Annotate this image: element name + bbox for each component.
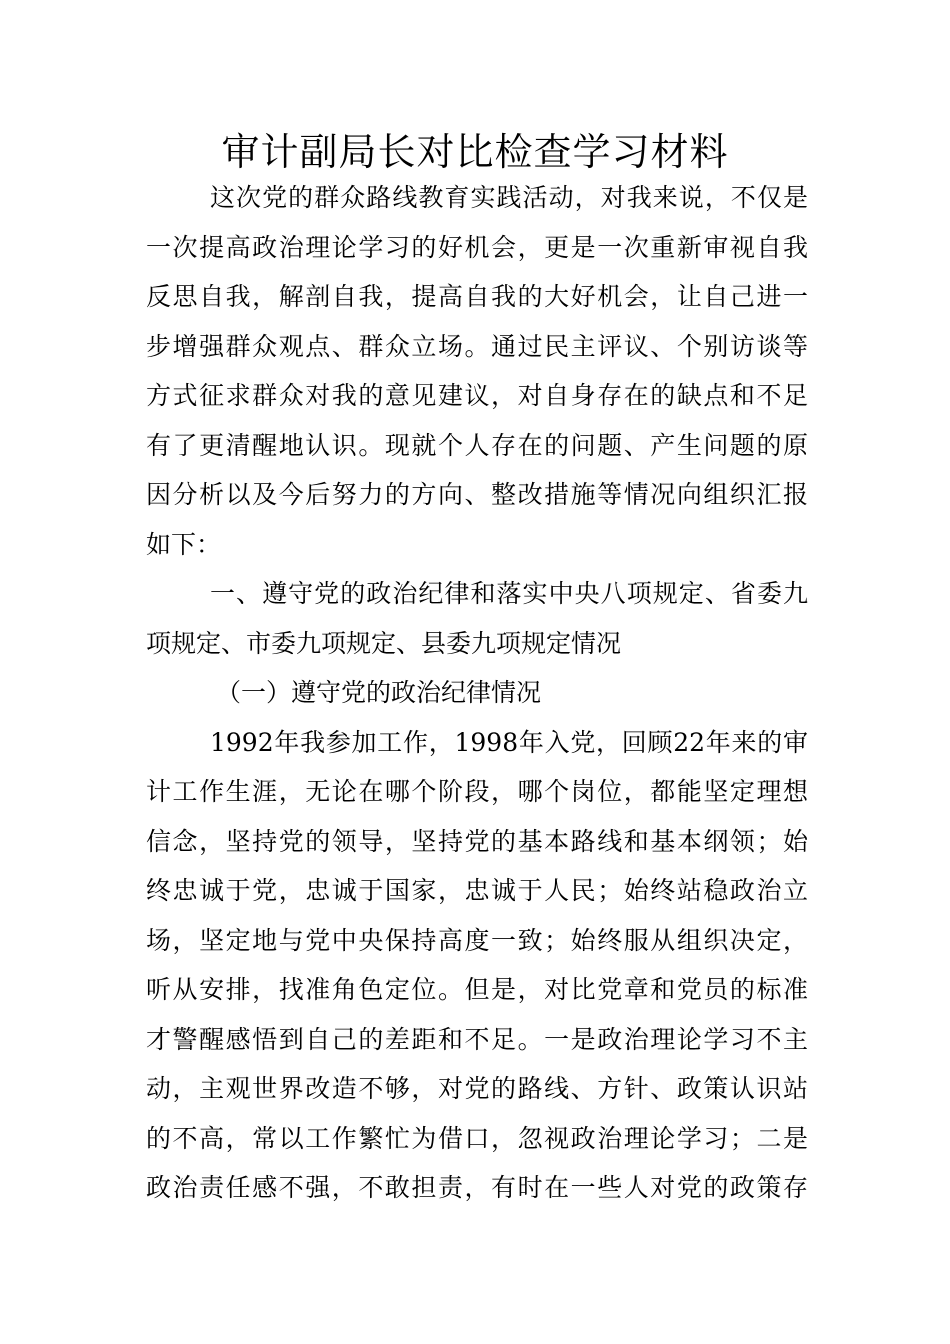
document-title: 审计副局长对比检查学习材料 bbox=[221, 130, 729, 174]
text-line: 的不高，常以工作繁忙为借口，忽视政治理论学习；二是 bbox=[146, 1123, 808, 1153]
text-line: 信念，坚持党的领导，坚持党的基本路线和基本纲领；始 bbox=[146, 826, 808, 856]
text-line: 一次提高政治理论学习的好机会，更是一次重新审视自我 bbox=[146, 232, 808, 262]
text-line: 步增强群众观点、群众立场。通过民主评议、个别访谈等 bbox=[146, 331, 808, 361]
section-heading-line: 一、遵守党的政治纪律和落实中央八项规定、省委九 bbox=[210, 579, 808, 608]
text-line: 动，主观世界改造不够，对党的路线、方针、政策认识站 bbox=[146, 1074, 808, 1103]
text-line: 场，坚定地与党中央保持高度一致；始终服从组织决定， bbox=[146, 925, 808, 955]
text-line: 这次党的群众路线教育实践活动，对我来说，不仅是 bbox=[210, 183, 808, 212]
text-line: 1992年我参加工作，1998年入党，回顾22年来的审 bbox=[210, 727, 808, 757]
section-heading-line: 项规定、市委九项规定、县委九项规定情况 bbox=[146, 628, 622, 658]
text-line: 计工作生涯，无论在哪个阶段，哪个岗位，都能坚定理想 bbox=[146, 777, 808, 806]
subsection-heading: （一）遵守党的政治纪律情况 bbox=[216, 678, 542, 707]
text-line: 终忠诚于党，忠诚于国家，忠诚于人民；始终站稳政治立 bbox=[146, 876, 808, 905]
text-line: 听从安排，找准角色定位。但是，对比党章和党员的标准 bbox=[146, 975, 808, 1004]
document-body bbox=[146, 173, 808, 1213]
text-line: 方式征求群众对我的意见建议，对自身存在的缺点和不足 bbox=[146, 381, 808, 410]
text-line: 政治责任感不强，不敢担责，有时在一些人对党的政策存 bbox=[146, 1173, 808, 1202]
text-line: 如下： bbox=[146, 529, 222, 559]
text-line: 反思自我，解剖自我，提高自我的大好机会，让自己进一 bbox=[146, 282, 808, 311]
text-line: 才警醒感悟到自己的差距和不足。一是政治理论学习不主 bbox=[146, 1024, 808, 1054]
text-line: 因分析以及今后努力的方向、整改措施等情况向组织汇报 bbox=[146, 480, 808, 509]
text-line: 有了更清醒地认识。现就个人存在的问题、产生问题的原 bbox=[146, 430, 808, 460]
